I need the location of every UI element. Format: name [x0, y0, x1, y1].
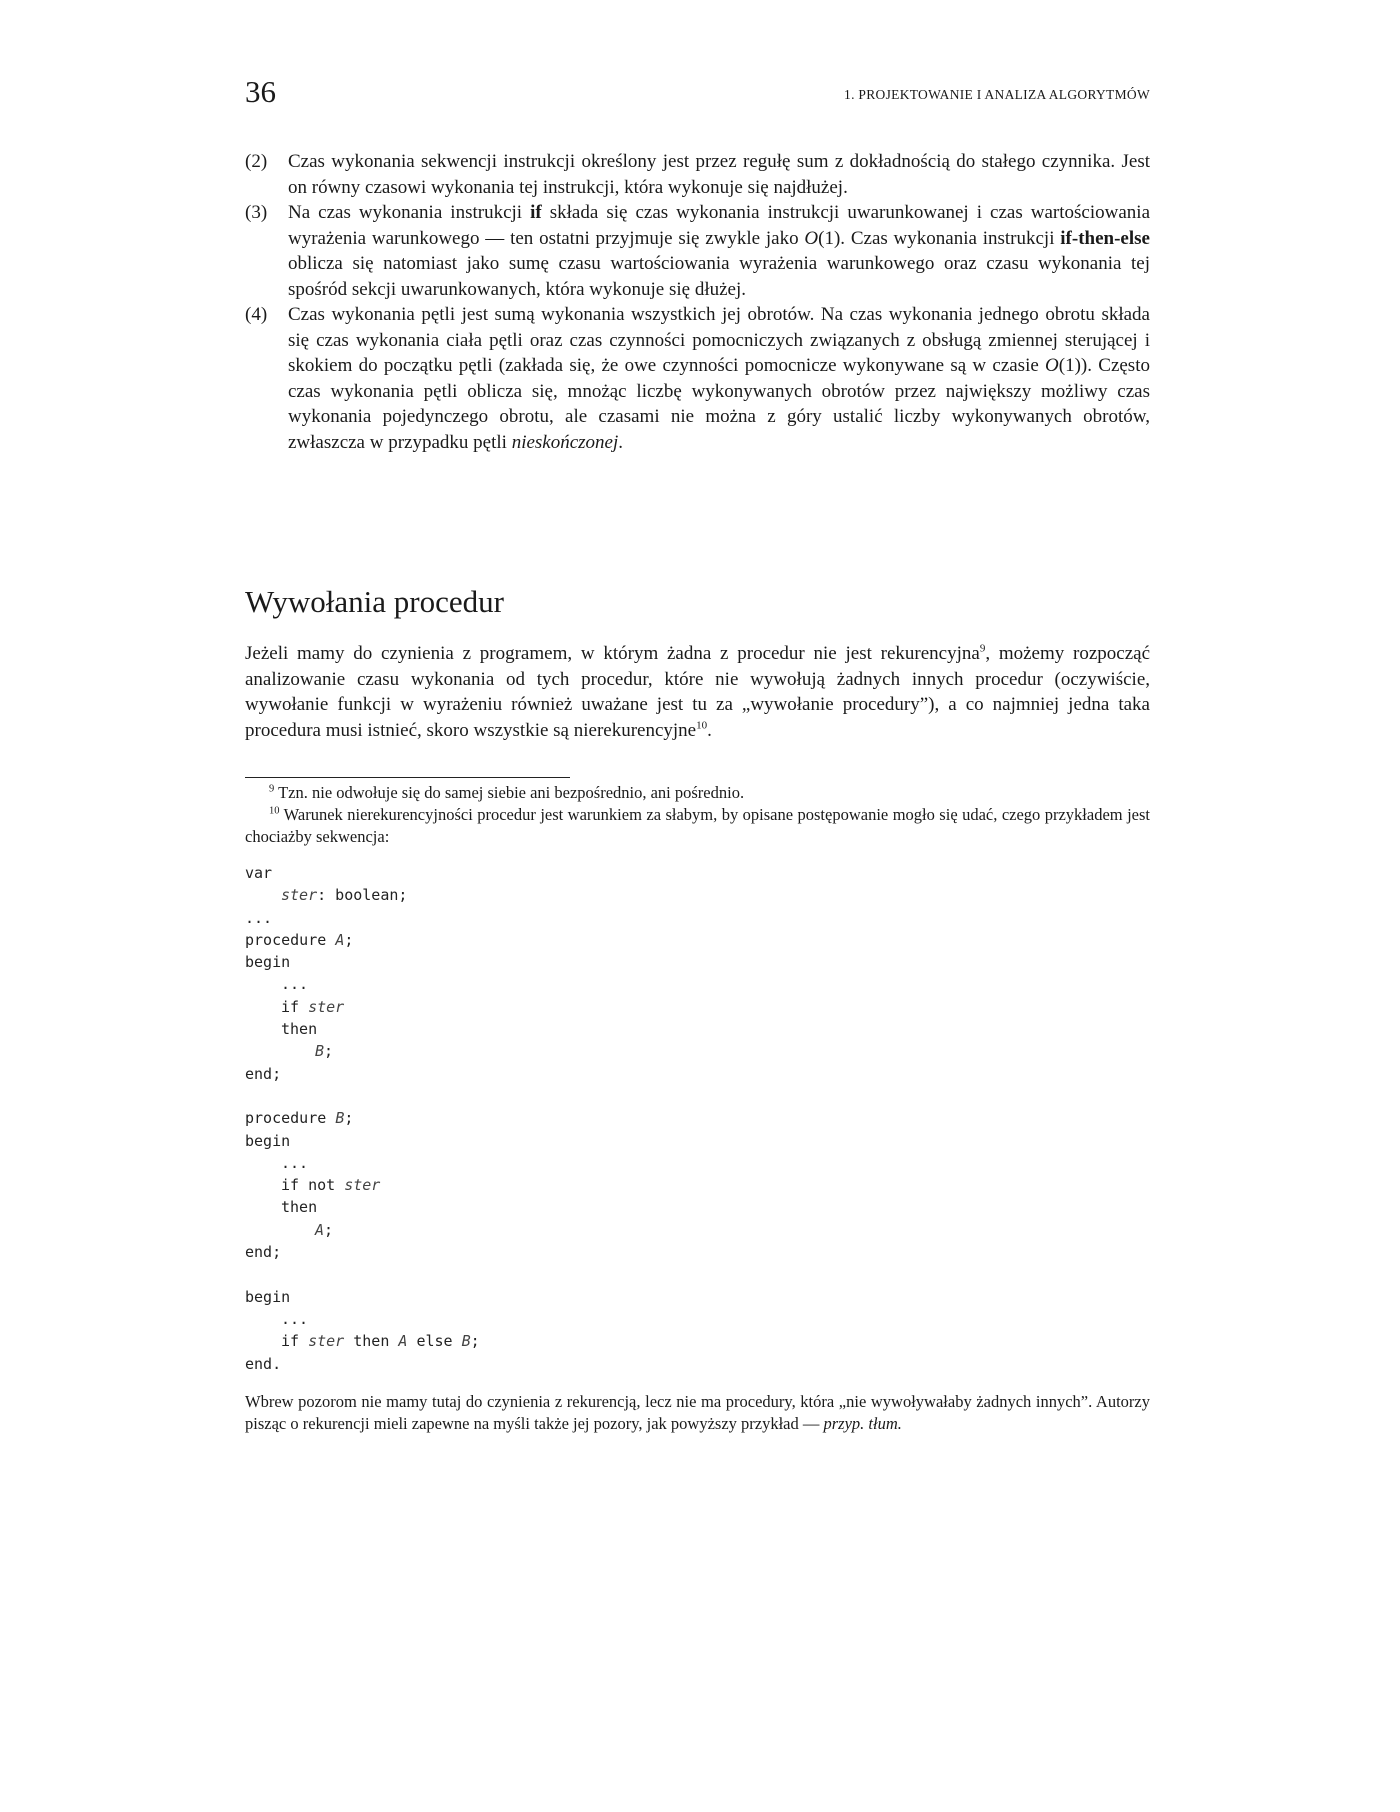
translator-note: przyp. tłum.	[823, 1414, 902, 1433]
code-line: ...	[281, 975, 309, 994]
page-number: 36	[245, 74, 276, 109]
code-line: procedure B;	[245, 1109, 354, 1128]
footnote-rule	[245, 777, 570, 778]
code-line: ster: boolean;	[281, 886, 408, 905]
footnote-9: $^9$ Tzn. nie odwołuje się do samej siebie ani bezpośrednio, ani pośrednio.	[269, 783, 745, 802]
keyword-if-then-else: if-then-else	[1060, 227, 1150, 249]
section-title: Wywołania procedur	[245, 584, 504, 619]
code-line: procedure A;	[245, 930, 354, 949]
rule-text: Czas wykonania pętli jest sumą wykonania wszystkich jej obrotów. Na czas wykonania jednego obrotu składa się czas wykonania ciała pętli oraz czas czynności pomocniczych związanych z obsługą zmiennej sterującej i skokiem do początku pętli (zakłada się, że owe czynności pomocnicze wykonywane są w czasie O(1)). Często czas wykonania pętli oblicza się, mnożąc liczbę wykonywanych obrotów przez największy możliwy czas wykonania pojedynczego obrotu, ale czasami nie można z góry ustalić liczby wykonywanych obrotów, zwłaszcza w przypadku pętli nieskończonej.	[288, 304, 1150, 453]
code-line: end;	[245, 1064, 282, 1083]
rule-text: Na czas wykonania instrukcji if składa się czas wykonania instrukcji uwarunkowanej i czas wartościowania wyrażenia warunkowego — ten ostatni przyjmuje się zwykle jako O(1). Czas wykonania instrukcji if-then-else oblicza się natomiast jako sumę czasu wartościowania wyrażenia warunkowego oraz czasu wykonania tej spośród sekcji uwarunkowanych, która wykonuje się dłużej.	[288, 202, 1151, 300]
running-head: 1. PROJEKTOWANIE I ANALIZA ALGORYTMÓW	[844, 87, 1150, 102]
footnote-10: $^{10}$ Warunek nierekurencyjności procedur jest warunkiem za słabym, by opisane postępowanie mogło się udać, czego przykładem jest chociażby sekwencja:	[245, 805, 1150, 846]
code-line: if not ster	[281, 1176, 381, 1195]
rule-item-3	[245, 200, 1150, 302]
code-line: end.	[245, 1354, 282, 1373]
footnote-mark: 9	[269, 783, 275, 795]
code-line: ...	[245, 908, 273, 927]
code-line: if ster then A else B;	[281, 1332, 480, 1351]
code-line: then	[281, 1020, 318, 1039]
footnote-10-continuation: Wbrew pozorom nie mamy tutaj do czynienia z rekurencją, lecz nie ma procedury, która „nie wywoływałaby żadnych innych”. Autorzy pisząc o rekurencji mieli zapewne na myśli także jej pozory, jak powyższy przykład — przyp. tłum.	[245, 1392, 1150, 1433]
code-line: B;	[315, 1042, 334, 1061]
enumerated-rules	[245, 149, 1150, 455]
keyword-if: if	[530, 202, 542, 223]
code-line-blank	[245, 1263, 1150, 1285]
code-line: begin	[245, 1287, 291, 1306]
big-o: O	[1045, 355, 1059, 376]
footnote-mark: 10	[269, 805, 280, 817]
rule-number: (3)	[245, 202, 268, 223]
code-line-blank	[245, 1085, 1150, 1107]
rule-item-4	[245, 302, 1150, 455]
page-header	[245, 72, 1150, 112]
footnote-ref-10[interactable]: 10	[696, 719, 708, 732]
big-o: O	[804, 227, 819, 249]
code-listing	[245, 862, 1150, 1375]
code-line: ...	[281, 1309, 309, 1328]
rule-number: (4)	[245, 304, 268, 325]
italic-term: nieskończonej	[511, 431, 619, 453]
footnotes	[245, 782, 1150, 848]
rule-item-2	[245, 149, 1150, 200]
footnote-ref-9[interactable]: 9	[979, 642, 986, 655]
code-line: then	[281, 1198, 318, 1217]
rule-number: (2)	[245, 151, 268, 172]
code-line: ...	[281, 1153, 309, 1172]
code-line: begin	[245, 953, 291, 972]
code-line: if ster	[281, 997, 345, 1016]
rule-text: Czas wykonania sekwencji instrukcji określony jest przez regułę sum z dokładnością do stałego czynnika. Jest on równy czasowi wykonania tej instrukcji, która wykonuje się najdłużej.	[288, 151, 1150, 198]
code-line: begin	[245, 1131, 291, 1150]
section-paragraph: Jeżeli mamy do czynienia z programem, w którym żadna z procedur nie jest rekurencyjna$^9$, możemy rozpocząć analizowanie czasu wykonania od tych procedur, które nie wywołują żadnych innych procedur (oczywiście, wywołanie funkcji w wyrażeniu również uważane jest tu za „wywołanie procedury”), a co najmniej jedna taka procedura musi istnieć, skoro wszystkie są nierekurencyjne$^{10}$.	[245, 642, 1150, 741]
code-line: end;	[245, 1243, 282, 1262]
code-line: A;	[315, 1220, 334, 1239]
code-line: var	[245, 864, 273, 882]
